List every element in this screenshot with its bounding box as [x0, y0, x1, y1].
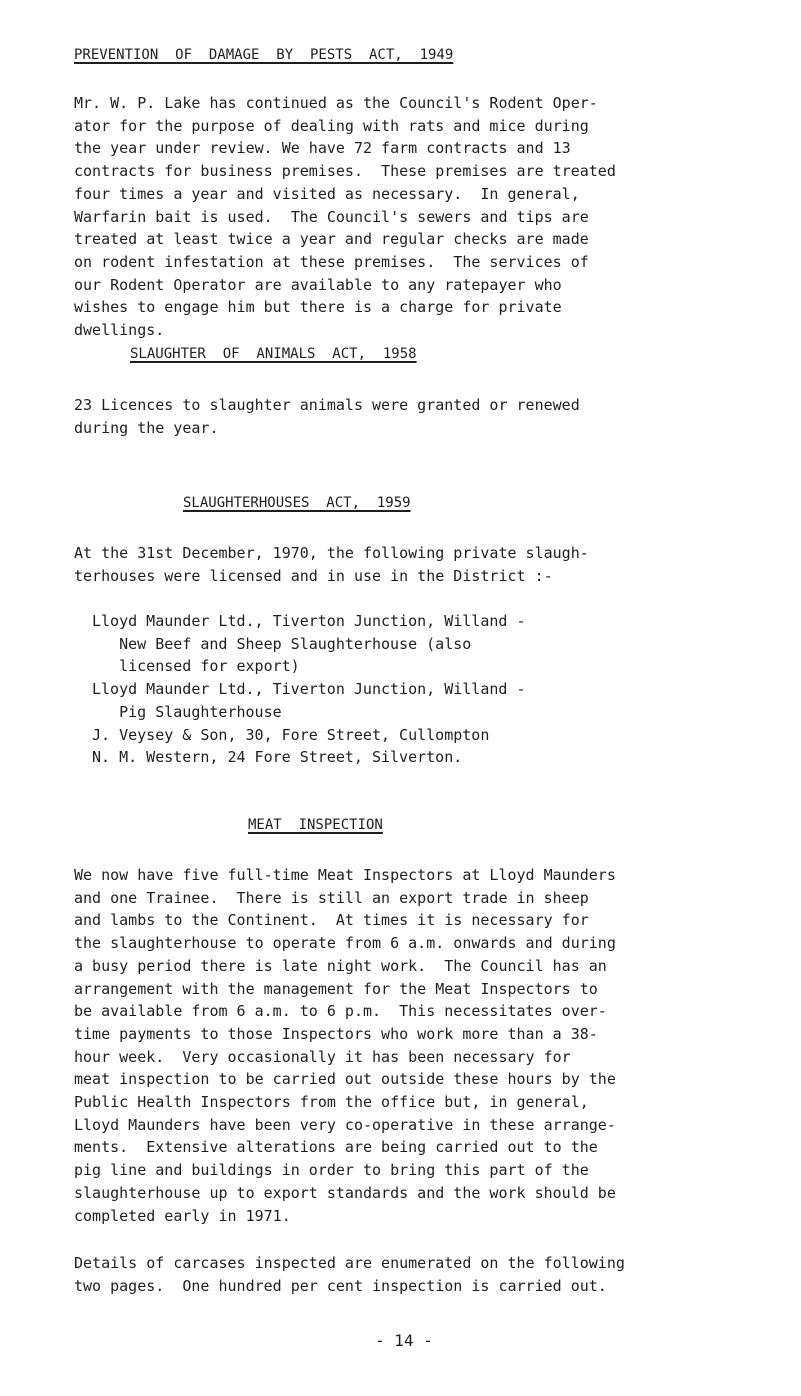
slaughterhouses-heading: SLAUGHTERHOUSES ACT, 1959 [183, 495, 411, 511]
meat-inspection-heading: MEAT INSPECTION [248, 817, 383, 833]
page-number: - 14 - [375, 1331, 433, 1350]
pests-act-heading: PREVENTION OF DAMAGE BY PESTS ACT, 1949 [74, 47, 454, 63]
meat-inspection-closing: Details of carcases inspected are enumerated on the following two pages. One hundred per cent inspection is carried out. [74, 1254, 625, 1295]
meat-inspection-paragraph: We now have five full-time Meat Inspectors at Lloyd Maunders and one Trainee. There is still an export trade in sheep and lambs to the Continent. At times it is necessary for the slaughterhouse to operate from 6 a.m. onwards and during a busy period there is late night work. The Council has an arrangement with the management for the Meat Inspectors to be available from 6 a.m. to 6 p.m. This necessitates over- time payments to those Inspectors who work more than a 38- hour week. Very occasionally it has been necessary for meat inspection to be carried out outside these hours by the Public Health Inspectors from the office but, in general, Lloyd Maunders have been very co-operative in these arrange- ments. Extensive alterations are being carried out to the pig line and buildings in order to bring this part of the slaughterhouse up to export standards and the work should be completed early in 1971. [74, 866, 616, 1225]
slaughter-animals-paragraph: 23 Licences to slaughter animals were granted or renewed during the year. [74, 396, 580, 437]
slaughter-animals-heading: SLAUGHTER OF ANIMALS ACT, 1958 [130, 346, 417, 362]
pests-act-paragraph: Mr. W. P. Lake has continued as the Council's Rodent Oper- ator for the purpose of dealing with rats and mice during the year under review. We have 72 farm contracts and 13 contracts for business premises. These premises are treated four times a year and visited as necessary. In general, Warfarin bait is used. The Council's sewers and tips are treated at least twice a year and regular checks are made on rodent infestation at these premises. The services of our Rodent Operator are available to any ratepayer who wishes to engage him but there is a charge for private dwellings. [74, 94, 616, 340]
slaughterhouses-intro: At the 31st December, 1970, the following private slaugh- terhouses were licensed and in use in the District :- [74, 544, 589, 585]
slaughterhouses-list: Lloyd Maunder Ltd., Tiverton Junction, Willand - New Beef and Sheep Slaughterhouse (also licensed for export) Lloyd Maunder Ltd., Tiverton Junction, Willand - Pig Slaughterhouse J. Veysey & Son, 30, Fore Street, Cullompton N. M. Western, 24 Fore Street, Silverton. [92, 612, 526, 767]
